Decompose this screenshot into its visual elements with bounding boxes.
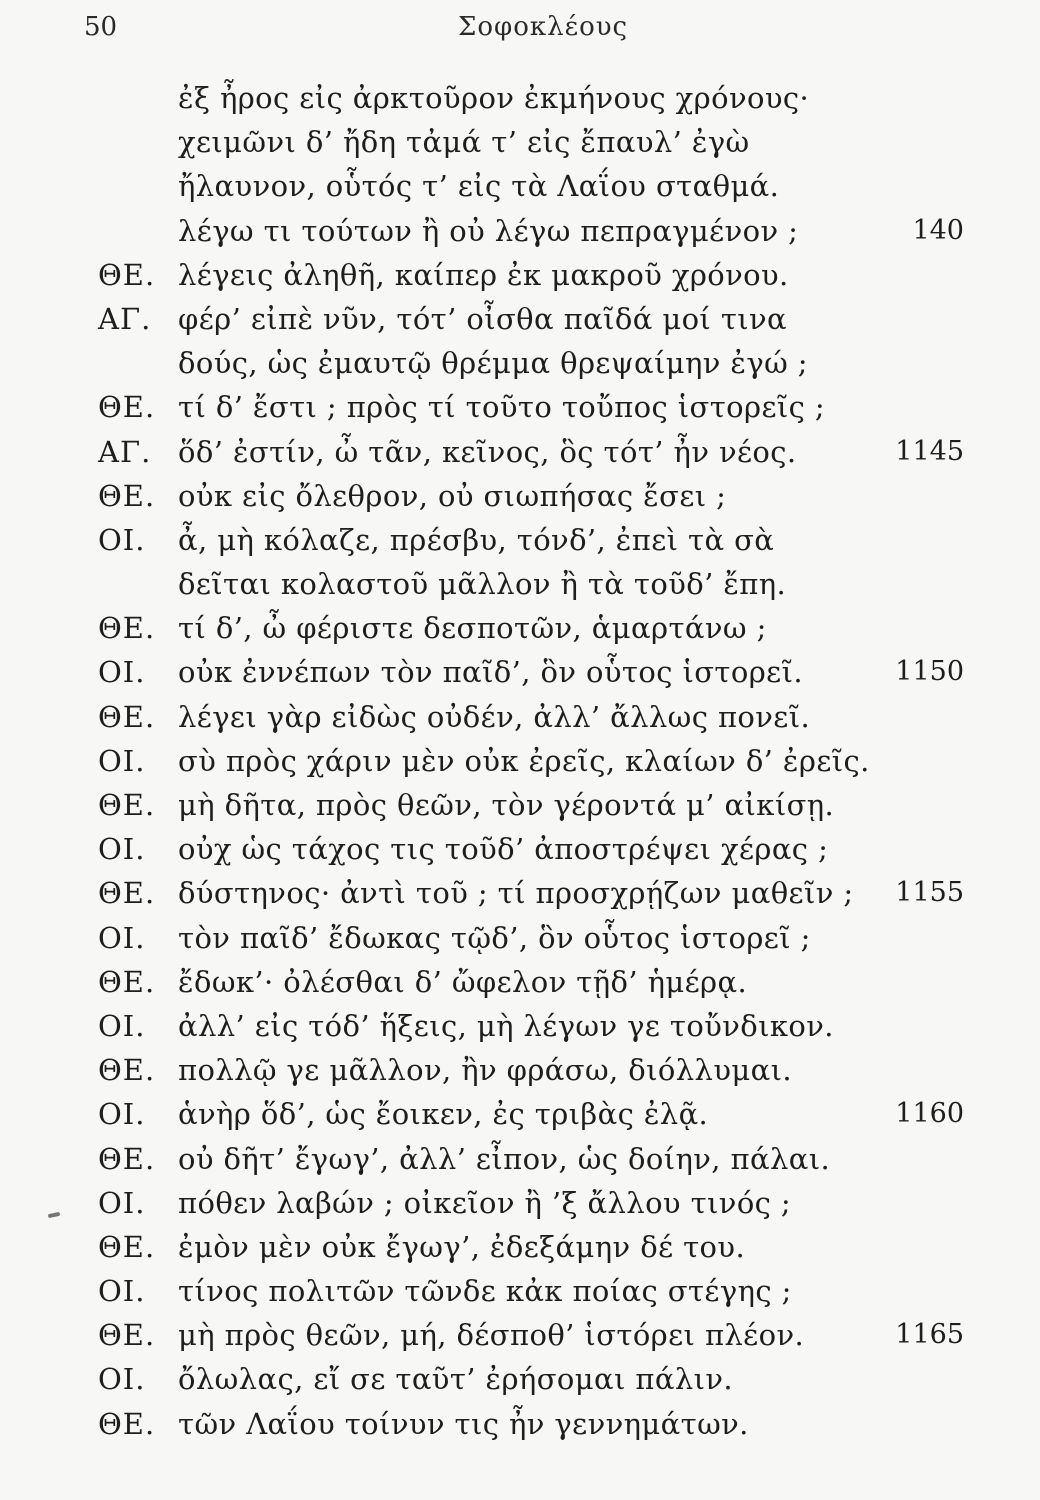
line-number: 140 <box>912 214 964 246</box>
speaker-label: ΟΙ. <box>98 522 146 557</box>
speaker-label: ΘΕ. <box>98 390 156 425</box>
verse-text: τί δ’, ὦ φέριστε δεσποτῶν, ἁμαρτάνω ; <box>178 611 767 646</box>
speaker-label: ΟΙ. <box>98 1362 146 1397</box>
verse-line <box>0 1004 1040 1048</box>
verse-line <box>0 783 1040 827</box>
verse-line <box>0 606 1040 650</box>
verse-text: μὴ δῆτα, πρὸς θεῶν, τὸν γέροντά μ’ αἰκίσῃ. <box>178 788 835 822</box>
verse-line <box>0 474 1040 518</box>
running-title: Σοφοκλέους <box>458 12 629 42</box>
verse-line <box>0 1402 1040 1446</box>
verse-line <box>0 562 1040 606</box>
verse-text: τίνος πολιτῶν τῶνδε κἀκ ποίας στέγης ; <box>178 1274 792 1309</box>
verse-line <box>0 120 1040 164</box>
speaker-label: ΘΕ. <box>98 788 156 822</box>
verse-text: πολλῷ γε μᾶλλον, ἢν φράσω, διόλλυμαι. <box>178 1053 792 1088</box>
speaker-label: ΘΕ. <box>98 478 156 513</box>
verse-line <box>0 341 1040 385</box>
speaker-label: ΘΕ. <box>98 611 156 646</box>
speaker-label: ΟΙ. <box>98 1097 146 1132</box>
verse-text: πόθεν λαβών ; οἰκεῖον ἢ ’ξ ἄλλου τινός ; <box>178 1185 792 1220</box>
verse-line <box>0 827 1040 871</box>
verse-text: λέγει γὰρ εἰδὼς οὐδέν, ἀλλ’ ἄλλως πονεῖ. <box>178 699 811 734</box>
verse-line <box>0 518 1040 562</box>
verse-text: λέγεις ἀληθῆ, καίπερ ἐκ μακροῦ χρόνου. <box>178 257 789 292</box>
verse-line <box>0 960 1040 1004</box>
verse-line <box>0 1137 1040 1181</box>
verse-text: δεῖται κολαστοῦ μᾶλλον ἢ τὰ τοῦδ’ ἔπη. <box>178 567 787 602</box>
verse-text: ἀλλ’ εἰς τόδ’ ἥξεις, μὴ λέγων γε τοὔνδικον. <box>178 1008 834 1043</box>
speaker-label: ΘΕ. <box>98 1053 156 1088</box>
verse-line <box>0 253 1040 297</box>
line-number: 1145 <box>895 435 964 467</box>
speaker-label: ΟΙ. <box>98 1274 146 1309</box>
verse-line <box>0 385 1040 429</box>
verse-line <box>0 916 1040 960</box>
verse-text: οὐκ ἐννέπων τὸν παῖδ’, ὃν οὗτος ἱστορεῖ. <box>178 655 803 690</box>
speaker-label: ΘΕ. <box>98 1141 156 1176</box>
verse-line <box>0 209 1040 253</box>
speaker-label: ΘΕ. <box>98 1318 156 1353</box>
verse-line <box>0 1225 1040 1269</box>
verse-text: ὄλωλας, εἴ σε ταῦτ’ ἐρήσομαι πάλιν. <box>178 1362 734 1397</box>
verse-text: σὺ πρὸς χάριν μὲν οὐκ ἐρεῖς, κλαίων δ’ ἐρεῖς. <box>178 743 870 778</box>
verse-text: μὴ πρὸς θεῶν, μή, δέσποθ’ ἱστόρει πλέον. <box>178 1318 805 1353</box>
verse-line <box>0 1313 1040 1357</box>
verse-line <box>0 871 1040 915</box>
verse-line <box>0 76 1040 120</box>
verse-line <box>0 650 1040 694</box>
verse-text: ἁνὴρ ὅδ’, ὡς ἔοικεν, ἐς τριβὰς ἐλᾷ. <box>178 1097 709 1132</box>
speaker-label: ΘΕ. <box>98 1229 156 1264</box>
verse-text: τί δ’ ἔστι ; πρὸς τί τοῦτο τοὔπος ἱστορεῖς ; <box>178 390 826 425</box>
verse-line <box>0 1181 1040 1225</box>
speaker-label: ΘΕ. <box>98 1406 156 1441</box>
verse-text: ὅδ’ ἐστίν, ὦ τᾶν, κεῖνος, ὃς τότ’ ἦν νέος. <box>178 434 797 469</box>
verse-text: λέγω τι τούτων ἢ οὐ λέγω πεπραγμένον ; <box>178 213 799 248</box>
verse-line <box>0 1092 1040 1136</box>
verse-text: οὐκ εἰς ὄλεθρον, οὐ σιωπήσας ἔσει ; <box>178 478 727 513</box>
page-header <box>84 12 980 48</box>
speaker-label: ΘΕ. <box>98 876 156 911</box>
speaker-label: ΟΙ. <box>98 1008 146 1043</box>
verse-text: ἐξ ἦρος εἰς ἀρκτοῦρον ἐκμήνους χρόνους· <box>178 81 810 115</box>
line-number: 1150 <box>895 656 964 688</box>
line-number: 1155 <box>895 877 964 909</box>
speaker-label: ΟΙ. <box>98 655 146 690</box>
verse-text: τῶν Λαΐου τοίνυν τις ἦν γεννημάτων. <box>178 1406 749 1441</box>
speaker-label: ΟΙ. <box>98 743 146 778</box>
verse-text: ἔδωκ’· ὀλέσθαι δ’ ὤφελον τῇδ’ ἡμέρᾳ. <box>178 964 748 999</box>
verse-line <box>0 164 1040 208</box>
verse-text: χειμῶνι δ’ ἤδη τἀμά τ’ εἰς ἔπαυλ’ ἐγὼ <box>178 125 750 160</box>
speaker-label: ΟΙ. <box>98 1185 146 1220</box>
verse-line <box>0 430 1040 474</box>
speaker-label: ΑΓ. <box>98 434 152 469</box>
verse-text: οὐχ ὡς τάχος τις τοῦδ’ ἀποστρέψει χέρας ; <box>178 832 829 867</box>
speaker-label: ΘΕ. <box>98 257 156 292</box>
verse-lines <box>0 76 1040 1446</box>
speaker-label: ΘΕ. <box>98 699 156 734</box>
verse-line <box>0 1048 1040 1092</box>
verse-text: τὸν παῖδ’ ἔδωκας τῷδ’, ὃν οὗτος ἱστορεῖ ; <box>178 920 811 955</box>
verse-text: δύστηνος· ἀντὶ τοῦ ; τί προσχρῄζων μαθεῖν ; <box>178 876 854 911</box>
verse-text: δούς, ὡς ἐμαυτῷ θρέμμα θρεψαίμην ἐγώ ; <box>178 346 808 381</box>
speaker-label: ΟΙ. <box>98 832 146 867</box>
line-number: 1160 <box>895 1098 964 1130</box>
speaker-label: ΘΕ. <box>98 964 156 999</box>
verse-line <box>0 1357 1040 1401</box>
speaker-label: ΟΙ. <box>98 920 146 955</box>
verse-text: ἆ, μὴ κόλαζε, πρέσβυ, τόνδ’, ἐπεὶ τὰ σὰ <box>178 522 775 557</box>
verse-text: οὐ δῆτ’ ἔγωγ’, ἀλλ’ εἶπον, ὡς δοίην, πάλαι. <box>178 1141 831 1176</box>
verse-text: φέρ’ εἰπὲ νῦν, τότ’ οἶσθα παῖδά μοί τινα <box>178 301 788 336</box>
verse-line <box>0 1269 1040 1313</box>
verse-line <box>0 739 1040 783</box>
speaker-label: ΑΓ. <box>98 301 152 336</box>
line-number: 1165 <box>895 1319 964 1351</box>
page-number: 50 <box>84 12 118 42</box>
verse-line <box>0 695 1040 739</box>
verse-line <box>0 297 1040 341</box>
verse-text: ἐμὸν μὲν οὐκ ἔγωγ’, ἐδεξάμην δέ του. <box>178 1229 746 1264</box>
verse-text: ἤλαυνον, οὗτός τ’ εἰς τὰ Λαΐου σταθμά. <box>178 169 780 204</box>
